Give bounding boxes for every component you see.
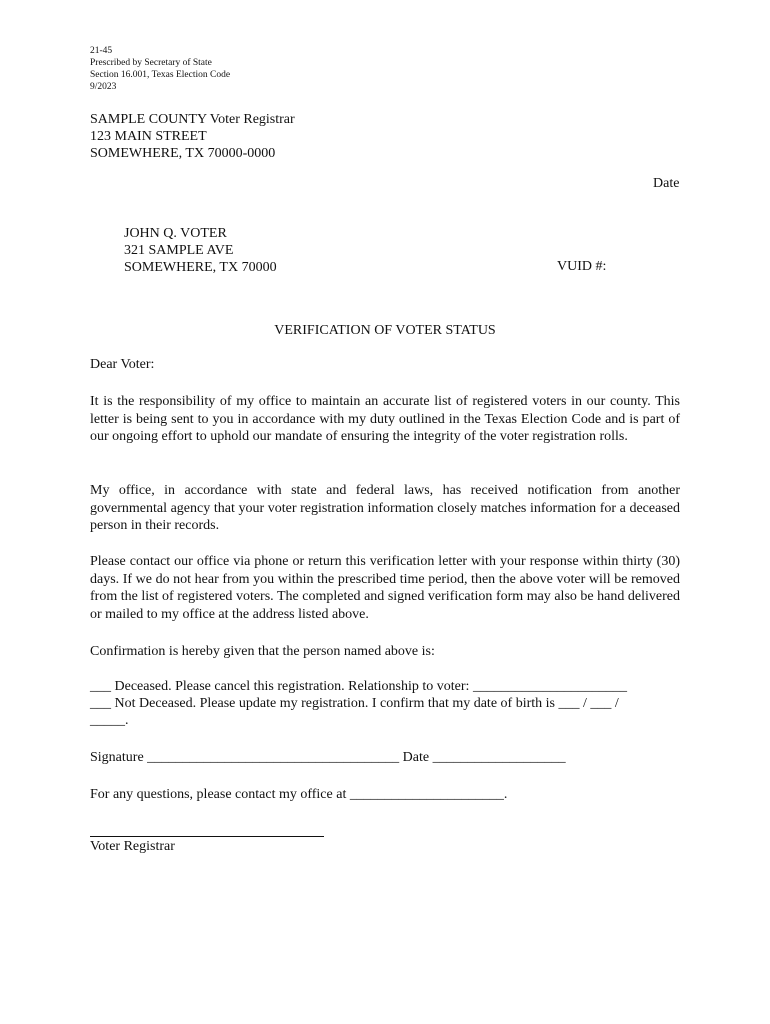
registrar-address [90, 111, 295, 162]
registrar-name: SAMPLE COUNTY Voter Registrar [90, 112, 295, 127]
form-prescribed: Prescribed by Secretary of State [90, 58, 212, 68]
registrar-signature-rule [90, 836, 324, 837]
option-deceased[interactable]: ___ Deceased. Please cancel this registration. Relationship to voter: ______________________ [90, 679, 627, 694]
voter-city: SOMEWHERE, TX 70000 [124, 260, 277, 275]
voter-street: 321 SAMPLE AVE [124, 243, 234, 258]
form-meta [90, 45, 230, 93]
salutation: Dear Voter: [90, 357, 155, 372]
voter-address [124, 225, 277, 276]
paragraph-instructions: Please contact our office via phone or return this verification letter with your response within thirty (30) days. If we do not hear from you within the prescribed time period, then the above voter will be removed from the list of registered voters. The completed and signed verification form may also be hand delivered or mailed to my office at the address listed above. [90, 554, 680, 622]
option-not-deceased-continuation: _____. [90, 713, 129, 728]
registrar-city: SOMEWHERE, TX 70000-0000 [90, 146, 276, 161]
signature-date-line[interactable]: Signature ____________________________________ Date ___________________ [90, 750, 566, 765]
form-section: Section 16.001, Texas Election Code [90, 70, 231, 80]
form-number: 21-45 [90, 46, 113, 56]
form-revision: 9/2023 [90, 82, 117, 92]
paragraph-notification: My office, in accordance with state and federal laws, has received notification from another governmental agency that your voter registration information closely matches information for a deceased person in their records. [90, 483, 680, 533]
option-not-deceased[interactable]: ___ Not Deceased. Please update my registration. I confirm that my date of birth is ___ / ___ / [90, 696, 619, 711]
voter-name: JOHN Q. VOTER [124, 226, 227, 241]
registrar-signature-label: Voter Registrar [90, 839, 175, 854]
registrar-street: 123 MAIN STREET [90, 129, 207, 144]
letter-title: VERIFICATION OF VOTER STATUS [274, 323, 496, 338]
contact-line: For any questions, please contact my office at ______________________. [90, 787, 508, 802]
vuid-label: VUID #: [557, 259, 607, 274]
confirmation-statement: Confirmation is hereby given that the person named above is: [90, 644, 435, 659]
paragraph-responsibility: It is the responsibility of my office to maintain an accurate list of registered voters in our county. This letter is being sent to you in accordance with my duty outlined in the Texas Election Code and is part of our ongoing effort to uphold our mandate of ensuring the integrity of the voter registration rolls. [90, 394, 680, 444]
letter-date-label: Date [653, 176, 680, 191]
